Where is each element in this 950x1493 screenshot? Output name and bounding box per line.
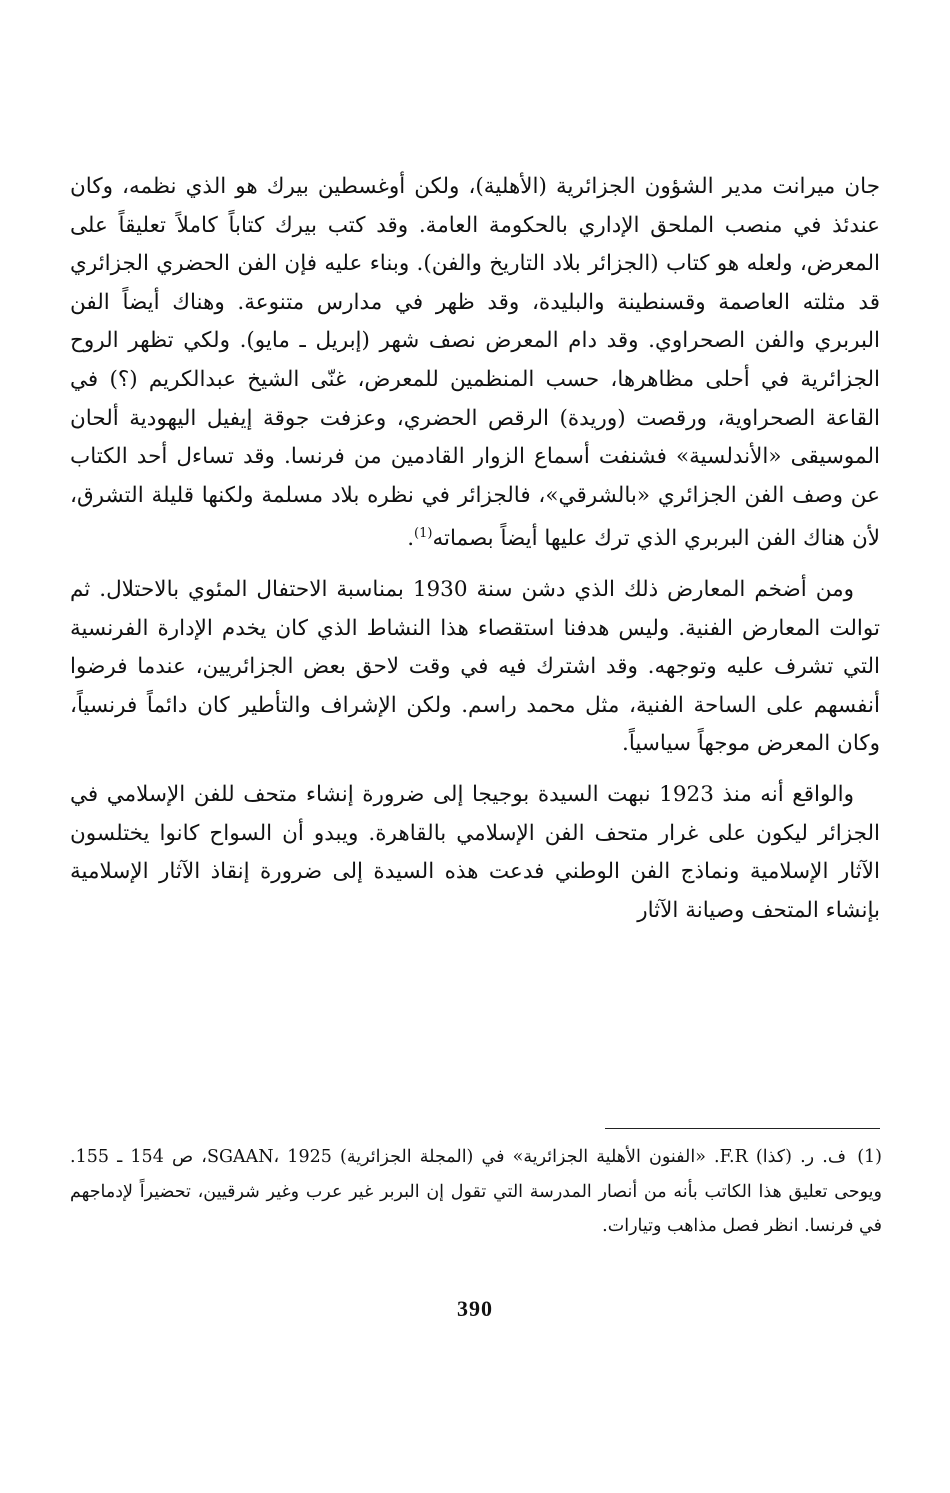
footnote-reference: (1) [414, 526, 433, 542]
paragraph-1-text: جان ميرانت مدير الشؤون الجزائرية (الأهلية)، ولكن أوغسطين بيرك هو الذي نظمه، وكان عندئذ في منصب الملحق الإداري بالحكومة العامة. وقد كتب بيرك كتاباً كاملاً تعليقاً على المعرض، ولعله هو كتاب (الجزائر بلاد التاريخ والفن). وبناء عليه فإن الفن الحضري الجزائري قد مثلته العاصمة وقسنطينة والبليدة، وقد ظهر في مدارس متنوعة. وهناك أيضاً الفن البربري والفن الصحراوي. وقد دام المعرض نصف شهر (إبريل ـ مايو). ولكي تظهر الروح الجزائرية في أحلى مظاهرها، حسب المنظمين للمعرض، غنّى الشيخ عبدالكريم (؟) في القاعة الصحراوية، ورقصت (وريدة) الرقص الحضري، وعزفت جوقة إيفيل اليهودية ألحان الموسيقى «الأندلسية» فشنفت أسماع الزوار القادمين من فرنسا. وقد تساءل أحد الكتاب عن وصف الفن الجزائري «بالشرقي»، فالجزائر في نظره بلاد مسلمة ولكنها قليلة التشرق، لأن هناك الفن البربري الذي ترك عليها أيضاً بصماته [70, 174, 880, 552]
footnote-separator [605, 1128, 880, 1129]
footnotes [70, 1140, 882, 1244]
footnote-mark: (1) [857, 1147, 882, 1167]
paragraph-1 [70, 168, 880, 559]
paragraph-1-end: . [407, 526, 415, 552]
page-number: 390 [457, 1296, 493, 1321]
footnote-text: ف. ر. (كذا) F.R. «الفنون الأهلية الجزائرية» في (المجلة الجزائرية) SGAAN، 1925، ص 154 ـ 155. ويوحى تعليق هذا الكاتب بأنه من أنصار المدرسة التي تقول إن البربر غير عرب وغير شرقيين، تحضيراً لإدماجهم في فرنسا. انظر فصل مذاهب وتيارات. [70, 1147, 882, 1236]
paragraph-2: ومن أضخم المعارض ذلك الذي دشن سنة 1930 بمناسبة الاحتفال المئوي بالاحتلال. ثم توالت المعارض الفنية. وليس هدفنا استقصاء هذا النشاط الذي كان يخدم الإدارة الفرنسية التي تشرف عليه وتوجهه. وقد اشترك فيه في وقت لاحق بعض الجزائريين، عندما فرضوا أنفسهم على الساحة الفنية، مثل محمد راسم. ولكن الإشراف والتأطير كان دائماً فرنسياً، وكان المعرض موجهاً سياسياً. [70, 577, 880, 757]
main-text [70, 168, 880, 942]
paragraph-3: والواقع أنه منذ 1923 نبهت السيدة بوجيجا إلى ضرورة إنشاء متحف للفن الإسلامي في الجزائر ليكون على غرار متحف الفن الإسلامي بالقاهرة. ويبدو أن السواح كانوا يختلسون الآثار الإسلامية ونماذج الفن الوطني فدعت هذه السيدة إلى ضرورة إنقاذ الآثار الإسلامية بإنشاء المتحف وصيانة الآثار [70, 782, 880, 923]
footnote-1 [70, 1140, 882, 1244]
